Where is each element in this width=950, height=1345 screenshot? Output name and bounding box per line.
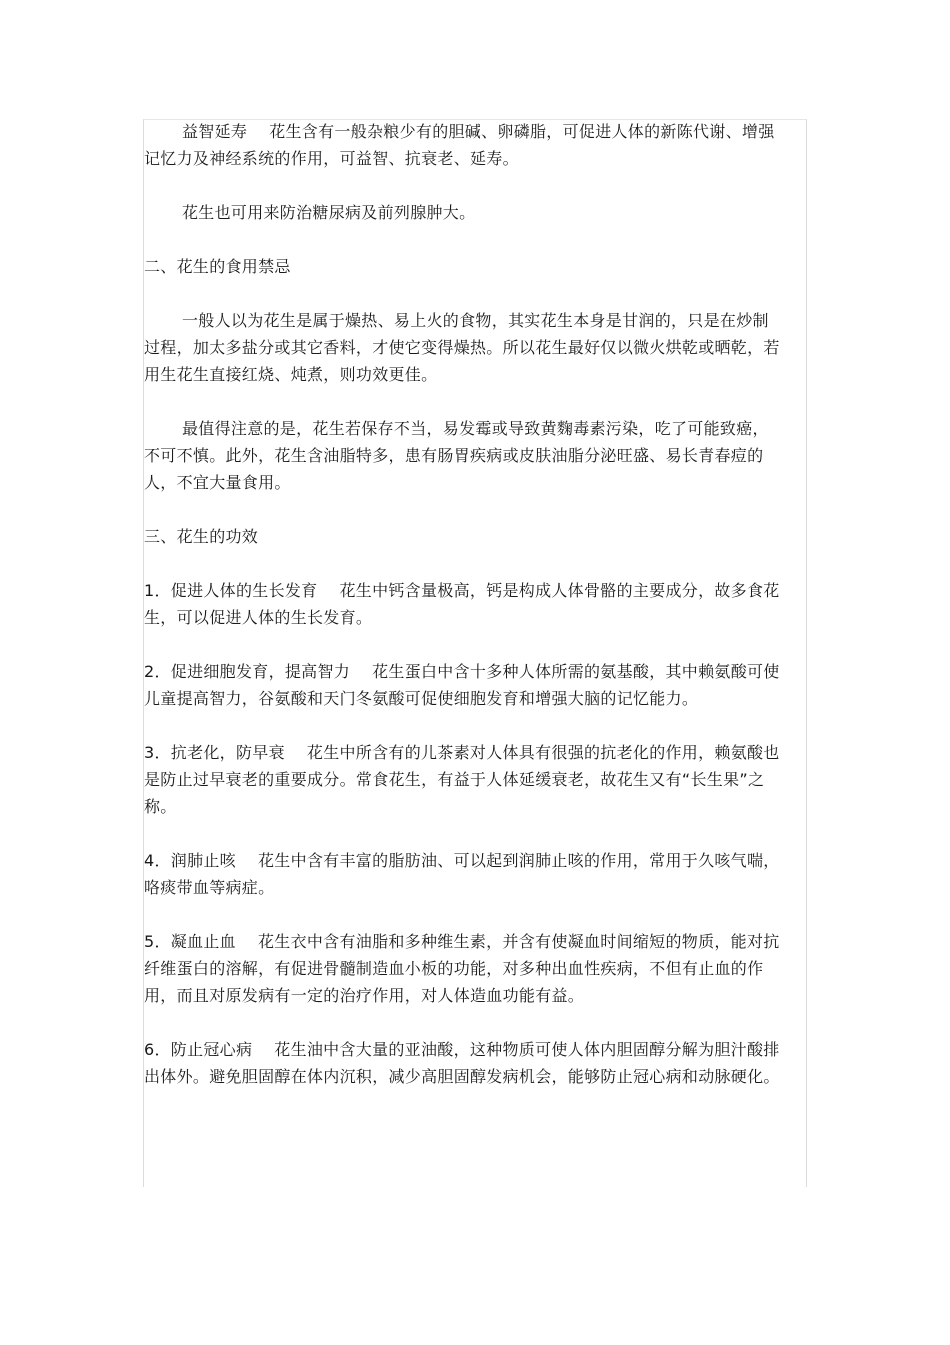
benefit-text: 花生蛋白中含十多种人体所需的氨基酸，其中赖氨酸可使儿童提高智力，谷氨酸和天门冬氨酸可促使细胞发育和增强大脑的记忆能力。 xyxy=(144,662,780,708)
benefit-text: 花生中所含有的儿茶素对人体具有很强的抗老化的作用，赖氨酸也是防止过早衰老的重要成分。常食花生，有益于人体延缓衰老，故花生又有“长生果”之称。 xyxy=(144,743,780,816)
benefit-item-2 xyxy=(144,658,784,712)
paragraph-yizhi xyxy=(144,118,784,172)
benefit-text: 花生中钙含量极高，钙是构成人体骨骼的主要成分，故多食花生，可以促进人体的生长发育。 xyxy=(144,581,780,627)
paragraph-text: 花生也可用来防治糖尿病及前列腺肿大。 xyxy=(182,203,476,222)
paragraph-dryness xyxy=(144,307,784,388)
paragraph-text: 花生含有一般杂粮少有的胆碱、卵磷脂，可促进人体的新陈代谢、增强记忆力及神经系统的作用，可益智、抗衰老、延寿。 xyxy=(144,122,775,168)
benefit-text: 花生油中含大量的亚油酸，这种物质可使人体内胆固醇分解为胆汁酸排出体外。避免胆固醇在体内沉积，减少高胆固醇发病机会，能够防止冠心病和动脉硬化。 xyxy=(144,1040,780,1086)
paragraph-caution xyxy=(144,415,784,496)
benefit-title: 6．防止冠心病 xyxy=(144,1040,253,1059)
benefit-title: 2．促进细胞发育，提高智力 xyxy=(144,662,351,681)
document-body xyxy=(144,118,784,1117)
benefit-item-4 xyxy=(144,847,784,901)
benefit-item-5 xyxy=(144,928,784,1009)
section-heading-taboo: 二、花生的食用禁忌 xyxy=(144,257,291,276)
paragraph-text: 一般人以为花生是属于燥热、易上火的食物，其实花生本身是甘润的，只是在炒制过程，加太多盐分或其它香料，才使它变得燥热。所以花生最好仅以微火烘乾或晒乾，若用生花生直接红烧、炖煮，则功效更佳。 xyxy=(144,311,780,384)
benefit-title: 3．抗老化，防早衰 xyxy=(144,743,285,762)
benefit-item-6 xyxy=(144,1036,784,1090)
benefit-title: 5．凝血止血 xyxy=(144,932,236,951)
benefit-text: 花生中含有丰富的脂肪油、可以起到润肺止咳的作用，常用于久咳气喘，咯痰带血等病症。 xyxy=(144,851,780,897)
benefit-text: 花生衣中含有油脂和多种维生素，并含有使凝血时间缩短的物质，能对抗纤维蛋白的溶解，有促进骨髓制造血小板的功能，对多种出血性疾病，不但有止血的作用，而且对原发病有一定的治疗作用，对人体造血功能有益。 xyxy=(144,932,780,1005)
benefit-title: 1．促进人体的生长发育 xyxy=(144,581,318,600)
benefit-title: 4．润肺止咳 xyxy=(144,851,236,870)
paragraph-text: 最值得注意的是，花生若保存不当，易发霉或导致黄麴毒素污染，吃了可能致癌，不可不慎。此外，花生含油脂特多，患有肠胃疾病或皮肤油脂分泌旺盛、易长青春痘的人，不宜大量食用。 xyxy=(144,419,769,492)
benefit-item-3 xyxy=(144,739,784,820)
benefit-item-1 xyxy=(144,577,784,631)
paragraph-diabetes xyxy=(144,199,784,226)
paragraph-head: 益智延寿 xyxy=(182,122,248,141)
section-heading-benefits: 三、花生的功效 xyxy=(144,527,259,546)
